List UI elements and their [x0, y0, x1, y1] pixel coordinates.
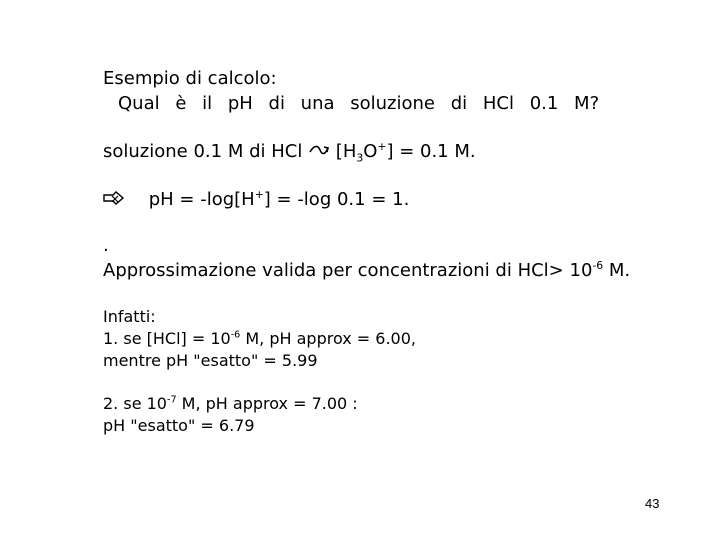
- item2-exponent: -7: [166, 394, 177, 406]
- pointing-hand-icon: [103, 191, 125, 209]
- infatti-item-2: [103, 396, 358, 412]
- solution-line: [103, 140, 476, 165]
- oxygen-o: O: [363, 141, 378, 162]
- pointing-hand-svg: [103, 191, 125, 205]
- infatti-item-2-line2: pH "esatto" = 6.79: [103, 416, 255, 435]
- approximation-unit: M.: [603, 260, 631, 281]
- bracket-h: [H: [335, 141, 357, 162]
- ph-line: [103, 188, 410, 210]
- infatti-item-1-line2: mentre pH "esatto" = 5.99: [103, 351, 318, 370]
- subscript-3: 3: [356, 151, 364, 165]
- approximation-line: [103, 259, 631, 281]
- ph-rest: ] = -log 0.1 = 1.: [263, 189, 410, 210]
- approximation-exponent: -6: [592, 259, 604, 272]
- superscript-plus-2: +: [254, 188, 264, 201]
- approximation-text: Approssimazione valida per concentrazioni di HCl> 10: [103, 260, 593, 281]
- item2-end: M, pH approx = 7.00 :: [176, 394, 358, 413]
- item2-start: 2. se 10: [103, 394, 167, 413]
- item1-exponent: -6: [230, 329, 241, 341]
- page-number: 43: [645, 496, 660, 511]
- solution-rest: ] = 0.1 M.: [386, 141, 476, 162]
- infatti-title: Infatti:: [103, 307, 156, 326]
- item1-start: 1. se [HCl] = 10: [103, 329, 231, 348]
- infatti-item-1: [103, 331, 416, 347]
- implies-arrow-icon: [308, 143, 330, 161]
- solution-prefix: soluzione 0.1 M di HCl: [103, 141, 303, 162]
- dot-text: .: [103, 235, 109, 256]
- superscript-plus: +: [377, 140, 387, 153]
- slide-heading: Esempio di calcolo:: [103, 68, 277, 89]
- implies-arrow-svg: [308, 143, 330, 157]
- item1-end: M, pH approx = 6.00,: [240, 329, 416, 348]
- ph-prefix: pH = -log[H: [148, 189, 255, 210]
- question-text: Qual è il pH di una soluzione di HCl 0.1 M?: [118, 93, 600, 114]
